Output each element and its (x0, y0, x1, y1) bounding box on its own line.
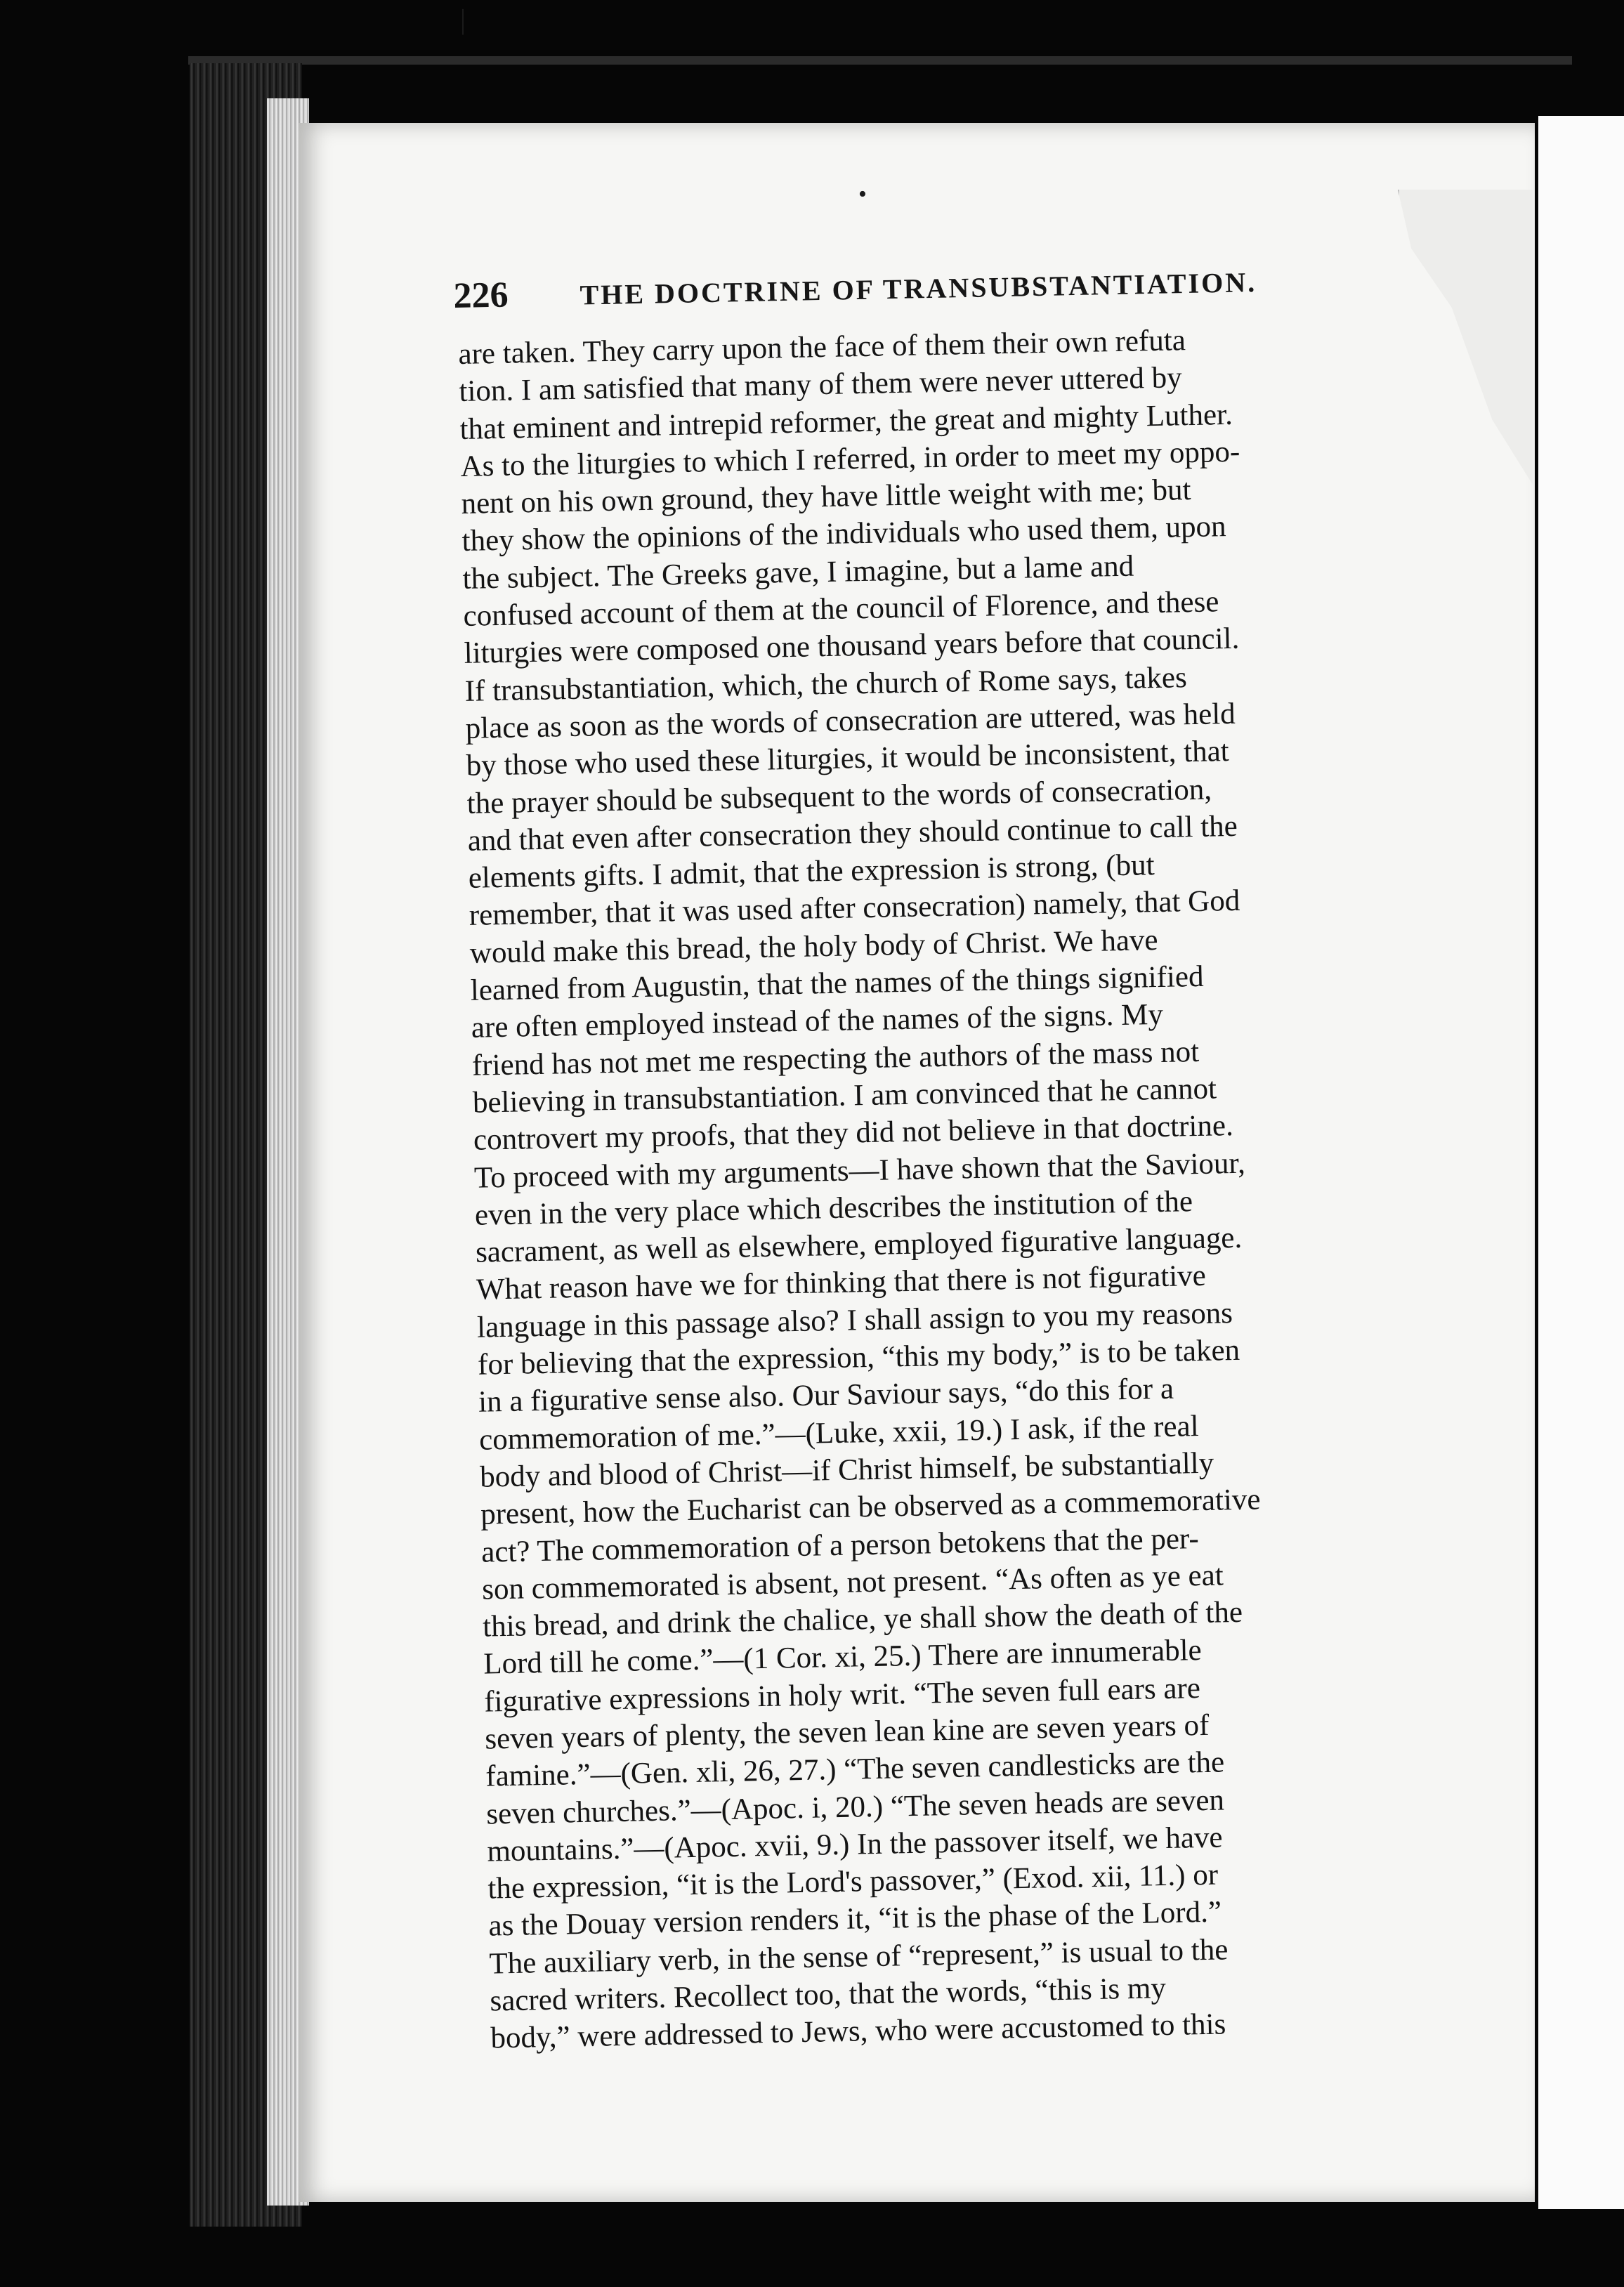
text-line: liturgies were composed one thousand years before that council. (464, 622, 1240, 671)
page-number: 226 (453, 275, 509, 316)
text-line: they show the opinions of the individuals who used them, upon (461, 510, 1226, 558)
book-cover-edge (188, 56, 1572, 65)
text-line: language in this passage also? I shall assign to you my reasons (476, 1296, 1233, 1344)
text-line: seven churches.”—(Apoc. i, 20.) “The seven heads are seven (485, 1783, 1225, 1831)
text-line: for believing that the expression, “this my body,” is to be taken (477, 1333, 1240, 1382)
text-line: If transubstantiation, which, the church of Rome says, takes (464, 660, 1188, 708)
running-head: THE DOCTRINE OF TRANSUBSTANTIATION. (579, 266, 1257, 311)
text-line: the subject. The Greeks gave, I imagine, but a lame and (462, 549, 1134, 596)
text-line: present, how the Eucharist can be observed as a commemorative (480, 1483, 1261, 1531)
text-line: this bread, and drink the chalice, ye shall show the death of the (482, 1595, 1243, 1644)
text-line: Lord till he come.”—(1 Cor. xi, 25.) There are innumerable (483, 1634, 1203, 1682)
text-line: are taken. They carry upon the face of them their own refuta (458, 324, 1186, 371)
text-line: tion. I am satisfied that many of them were never uttered by (459, 361, 1183, 409)
text-line: in a figurative sense also. Our Saviour says, “do this for a (478, 1372, 1174, 1420)
text-line: place as soon as the words of consecration are uttered, was held (465, 697, 1236, 745)
text-line: that eminent and intrepid reformer, the great and mighty Luther. (459, 398, 1233, 446)
text-line: learned from Augustin, that the names of the things signified (470, 959, 1204, 1007)
text-line: son commemorated is absent, not present. “As often as ye eat (481, 1559, 1224, 1606)
text-line: seven years of plenty, the seven lean kine are seven years of (484, 1708, 1210, 1756)
text-line: What reason have we for thinking that there is not figurative (476, 1259, 1207, 1307)
text-line: As to the liturgies to which I referred, in order to meet my oppo- (460, 435, 1240, 483)
text-line: sacred writers. Recollect too, that the words, “this is my (490, 1972, 1167, 2018)
text-line: The auxiliary verb, in the sense of “represent,” is usual to the (489, 1933, 1229, 1981)
text-line: body and blood of Christ—if Christ himself, be substantially (479, 1446, 1214, 1494)
text-line: confused account of them at the council of Florence, and these (463, 585, 1219, 634)
text-line: mountains.”—(Apoc. xvii, 9.) In the passover itself, we have (486, 1821, 1223, 1868)
text-line: the expression, “it is the Lord's passover,” (Exod. xii, 11.) or (487, 1858, 1219, 1906)
text-line: figurative expressions in holy writ. “The seven full ears are (483, 1671, 1201, 1719)
text-line: as the Douay version renders it, “it is the phase of the Lord.” (488, 1896, 1222, 1944)
text-line: elements gifts. I admit, that the expression is strong, (but (468, 848, 1155, 896)
text-line: body,” were addressed to Jews, who were accustomed to this (490, 2007, 1226, 2055)
text-line: controvert my proofs, that they did not believe in that doctrine. (473, 1109, 1234, 1158)
adjacent-page-edge (1538, 116, 1624, 2209)
text-line: remember, that it was used after consecration) namely, that God (469, 884, 1240, 933)
text-line: by those who used these liturgies, it would be inconsistent, that (466, 735, 1230, 783)
text-line: the prayer should be subsequent to the words of consecration, (466, 773, 1212, 820)
text-line: are often employed instead of the names of the signs. My (471, 998, 1164, 1045)
text-line: commemoration of me.”—(Luke, xxii, 19.) I ask, if the real (478, 1409, 1199, 1457)
scan-mark: | (460, 4, 466, 35)
text-line: believing in transubstantiation. I am convinced that he cannot (472, 1072, 1217, 1120)
text-line: act? The commemoration of a person betokens that the per- (480, 1521, 1200, 1569)
text-line: would make this bread, the holy body of Christ. We have (469, 923, 1158, 970)
text-line: friend has not met me respecting the authors of the mass not (471, 1035, 1200, 1082)
text-line: and that even after consecration they should continue to call the (467, 809, 1238, 858)
text-line: To proceed with my arguments—I have shown that the Saviour, (473, 1146, 1246, 1195)
ink-speck: • (858, 181, 867, 207)
text-line: nent on his own ground, they have little weight with me; but (461, 473, 1191, 521)
text-line: even in the very place which describes the institution of the (474, 1184, 1193, 1232)
text-line: sacrament, as well as elsewhere, employed figurative language. (475, 1221, 1243, 1269)
body-text (458, 317, 1474, 2057)
text-line: famine.”—(Gen. xli, 26, 27.) “The seven candlesticks are the (485, 1745, 1225, 1793)
